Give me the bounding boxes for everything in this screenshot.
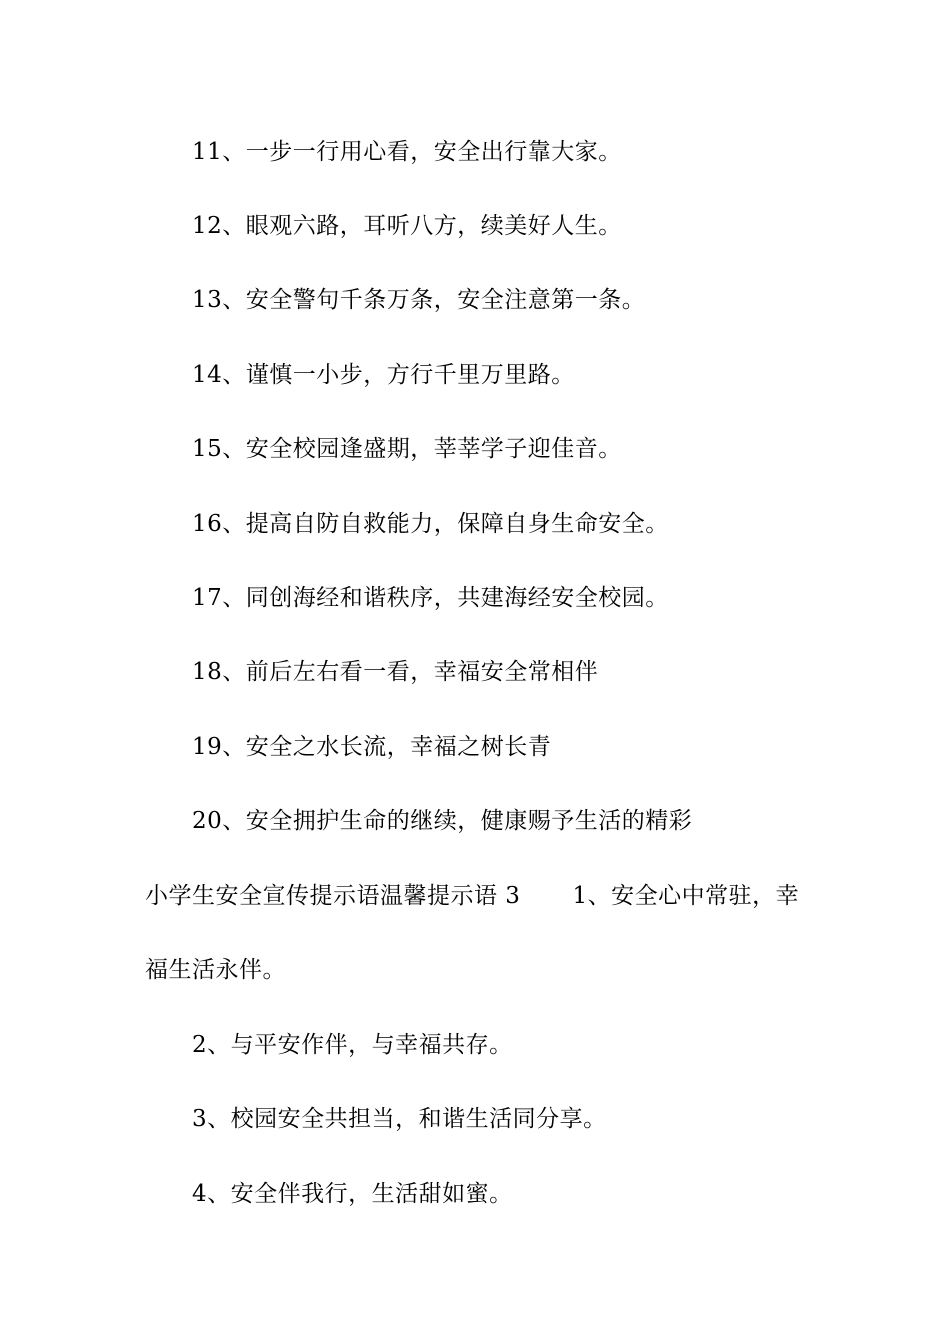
slogan-18: 18、前后左右看一看，幸福安全常相伴 xyxy=(192,659,599,685)
section-slogan-3: 3、校园安全共担当，和谐生活同分享。 xyxy=(192,1106,607,1132)
section-slogan-4: 4、安全伴我行，生活甜如蜜。 xyxy=(192,1181,513,1207)
slogan-19: 19、安全之水长流，幸福之树长青 xyxy=(192,734,552,760)
slogan-14: 14、谨慎一小步，方行千里万里路。 xyxy=(192,362,575,388)
section-slogan-1-start: 1、安全心中常驻，幸 xyxy=(572,883,800,909)
slogan-12: 12、眼观六路，耳听八方，续美好人生。 xyxy=(192,213,622,239)
slogan-17: 17、同创海经和谐秩序，共建海经安全校园。 xyxy=(192,585,669,611)
section-slogan-2: 2、与平安作伴，与幸福共存。 xyxy=(192,1032,513,1058)
section-heading: 小学生安全宣传提示语温馨提示语 3 xyxy=(145,883,521,909)
slogan-15: 15、安全校园逢盛期，莘莘学子迎佳音。 xyxy=(192,436,622,462)
slogan-13: 13、安全警句千条万条，安全注意第一条。 xyxy=(192,287,646,313)
section-heading-line xyxy=(145,881,799,911)
slogan-11: 11、一步一行用心看，安全出行靠大家。 xyxy=(192,139,622,165)
slogan-16: 16、提高自防自救能力，保障自身生命安全。 xyxy=(192,511,669,537)
section-slogan-1-end: 福生活永伴。 xyxy=(145,957,286,983)
slogan-20: 20、安全拥护生命的继续，健康赐予生活的精彩 xyxy=(192,808,693,834)
